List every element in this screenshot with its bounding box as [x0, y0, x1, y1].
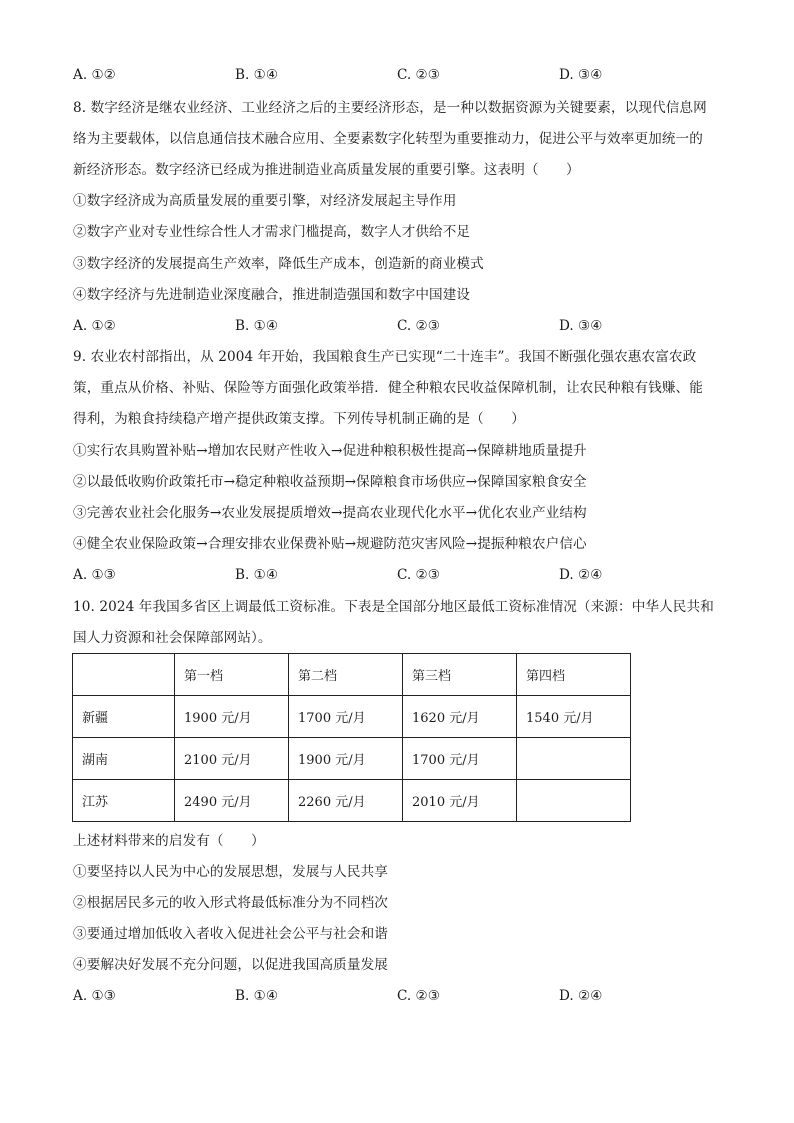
table-cell: 1540 元/月 [517, 696, 631, 738]
q9-item-1: ①实行农具购置补贴→增加农民财产性收入→促进种粮积极性提高→保障耕地质量提升 [73, 443, 587, 459]
table-cell: 2490 元/月 [175, 780, 289, 822]
q9-option-b[interactable]: B. ①④ [235, 567, 279, 583]
q9-options [73, 566, 733, 584]
q10-option-d[interactable]: D. ②④ [559, 988, 603, 1004]
q10-stem-line-1: 10. 2024 年我国多省区上调最低工资标准。下表是全国部分地区最低工资标准情况（来源：中华人民共和 [73, 599, 714, 615]
q10-question: 上述材料带来的启发有（ ） [73, 833, 265, 849]
q8-option-a[interactable]: A. ①② [73, 318, 116, 334]
q7-option-a[interactable]: A. ①② [73, 67, 116, 83]
table-header-cell: 第三档 [403, 654, 517, 696]
q8-option-b[interactable]: B. ①④ [235, 318, 279, 334]
q10-item-2: ②根据居民多元的收入形式将最低标准分为不同档次 [73, 895, 388, 911]
table-header-cell [73, 654, 175, 696]
q8-options [73, 317, 733, 335]
q8-stem-line-3: 新经济形态。数字经济已经成为推进制造业高质量发展的重要引擎。这表明（ ） [73, 162, 580, 178]
q9-option-d[interactable]: D. ②④ [559, 567, 603, 583]
q9-option-c[interactable]: C. ②③ [397, 567, 440, 583]
q8-item-4: ④数字经济与先进制造业深度融合，推进制造强国和数字中国建设 [73, 287, 471, 303]
q9-stem-line-1: 9. 农业农村部指出，从 2004 年开始，我国粮食生产已实现“二十连丰”。我国不断强化强农惠农富农政 [73, 349, 697, 365]
table-cell: 2260 元/月 [289, 780, 403, 822]
table-cell: 1900 元/月 [175, 696, 289, 738]
table-cell: 1900 元/月 [289, 738, 403, 780]
table-header-cell: 第二档 [289, 654, 403, 696]
table-header-row [73, 654, 631, 696]
q10-options [73, 987, 733, 1005]
q9-option-a[interactable]: A. ①③ [73, 567, 116, 583]
q8-item-3: ③数字经济的发展提高生产效率，降低生产成本，创造新的商业模式 [73, 256, 484, 272]
q10-stem-line-2: 国人力资源和社会保障部网站）。 [73, 630, 272, 646]
table-cell: 2100 元/月 [175, 738, 289, 780]
table-header-cell: 第一档 [175, 654, 289, 696]
q7-options [73, 66, 733, 84]
table-cell [517, 738, 631, 780]
table-cell: 1700 元/月 [403, 738, 517, 780]
minimum-wage-table [72, 653, 631, 822]
q8-item-1: ①数字经济成为高质量发展的重要引擎，对经济发展起主导作用 [73, 193, 457, 209]
q9-stem-line-2: 策，重点从价格、补贴、保险等方面强化政策举措．健全种粮农民收益保障机制，让农民种粮有钱赚、能 [73, 380, 703, 396]
q8-item-2: ②数字产业对专业性综合性人才需求门槛提高，数字人才供给不足 [73, 224, 471, 240]
q10-item-1: ①要坚持以人民为中心的发展思想，发展与人民共享 [73, 864, 388, 880]
q8-stem-line-2: 络为主要载体，以信息通信技术融合应用、全要素数字化转型为重要推动力，促进公平与效率更加统一的 [73, 131, 703, 147]
table-cell-region: 江苏 [73, 780, 175, 822]
q10-option-a[interactable]: A. ①③ [73, 988, 116, 1004]
table-cell: 2010 元/月 [403, 780, 517, 822]
table-cell [517, 780, 631, 822]
table-row [73, 780, 631, 822]
q10-item-4: ④要解决好发展不充分问题，以促进我国高质量发展 [73, 957, 388, 973]
q9-item-2: ②以最低收购价政策托市→稳定种粮收益预期→保障粮食市场供应→保障国家粮食安全 [73, 474, 587, 490]
q7-option-d[interactable]: D. ③④ [559, 67, 603, 83]
q8-option-c[interactable]: C. ②③ [397, 318, 440, 334]
q9-stem-line-3: 得利，为粮食持续稳产增产提供政策支撑。下列传导机制正确的是（ ） [73, 411, 525, 427]
q7-option-b[interactable]: B. ①④ [235, 67, 279, 83]
table-cell: 1620 元/月 [403, 696, 517, 738]
q10-option-c[interactable]: C. ②③ [397, 988, 440, 1004]
q9-item-4: ④健全农业保险政策→合理安排农业保费补贴→规避防范灾害风险→提振种粮农户信心 [73, 536, 587, 552]
table-row [73, 738, 631, 780]
q7-option-c[interactable]: C. ②③ [397, 67, 440, 83]
table-header-cell: 第四档 [517, 654, 631, 696]
table-cell-region: 新疆 [73, 696, 175, 738]
q8-stem-line-1: 8. 数字经济是继农业经济、工业经济之后的主要经济形态，是一种以数据资源为关键要素，以现代信息网 [73, 100, 707, 116]
q10-option-b[interactable]: B. ①④ [235, 988, 279, 1004]
table-row [73, 696, 631, 738]
q10-item-3: ③要通过增加低收入者收入促进社会公平与社会和谐 [73, 926, 388, 942]
table-cell: 1700 元/月 [289, 696, 403, 738]
q9-item-3: ③完善农业社会化服务→农业发展提质增效→提高农业现代化水平→优化农业产业结构 [73, 505, 587, 521]
table-cell-region: 湖南 [73, 738, 175, 780]
q8-option-d[interactable]: D. ③④ [559, 318, 603, 334]
